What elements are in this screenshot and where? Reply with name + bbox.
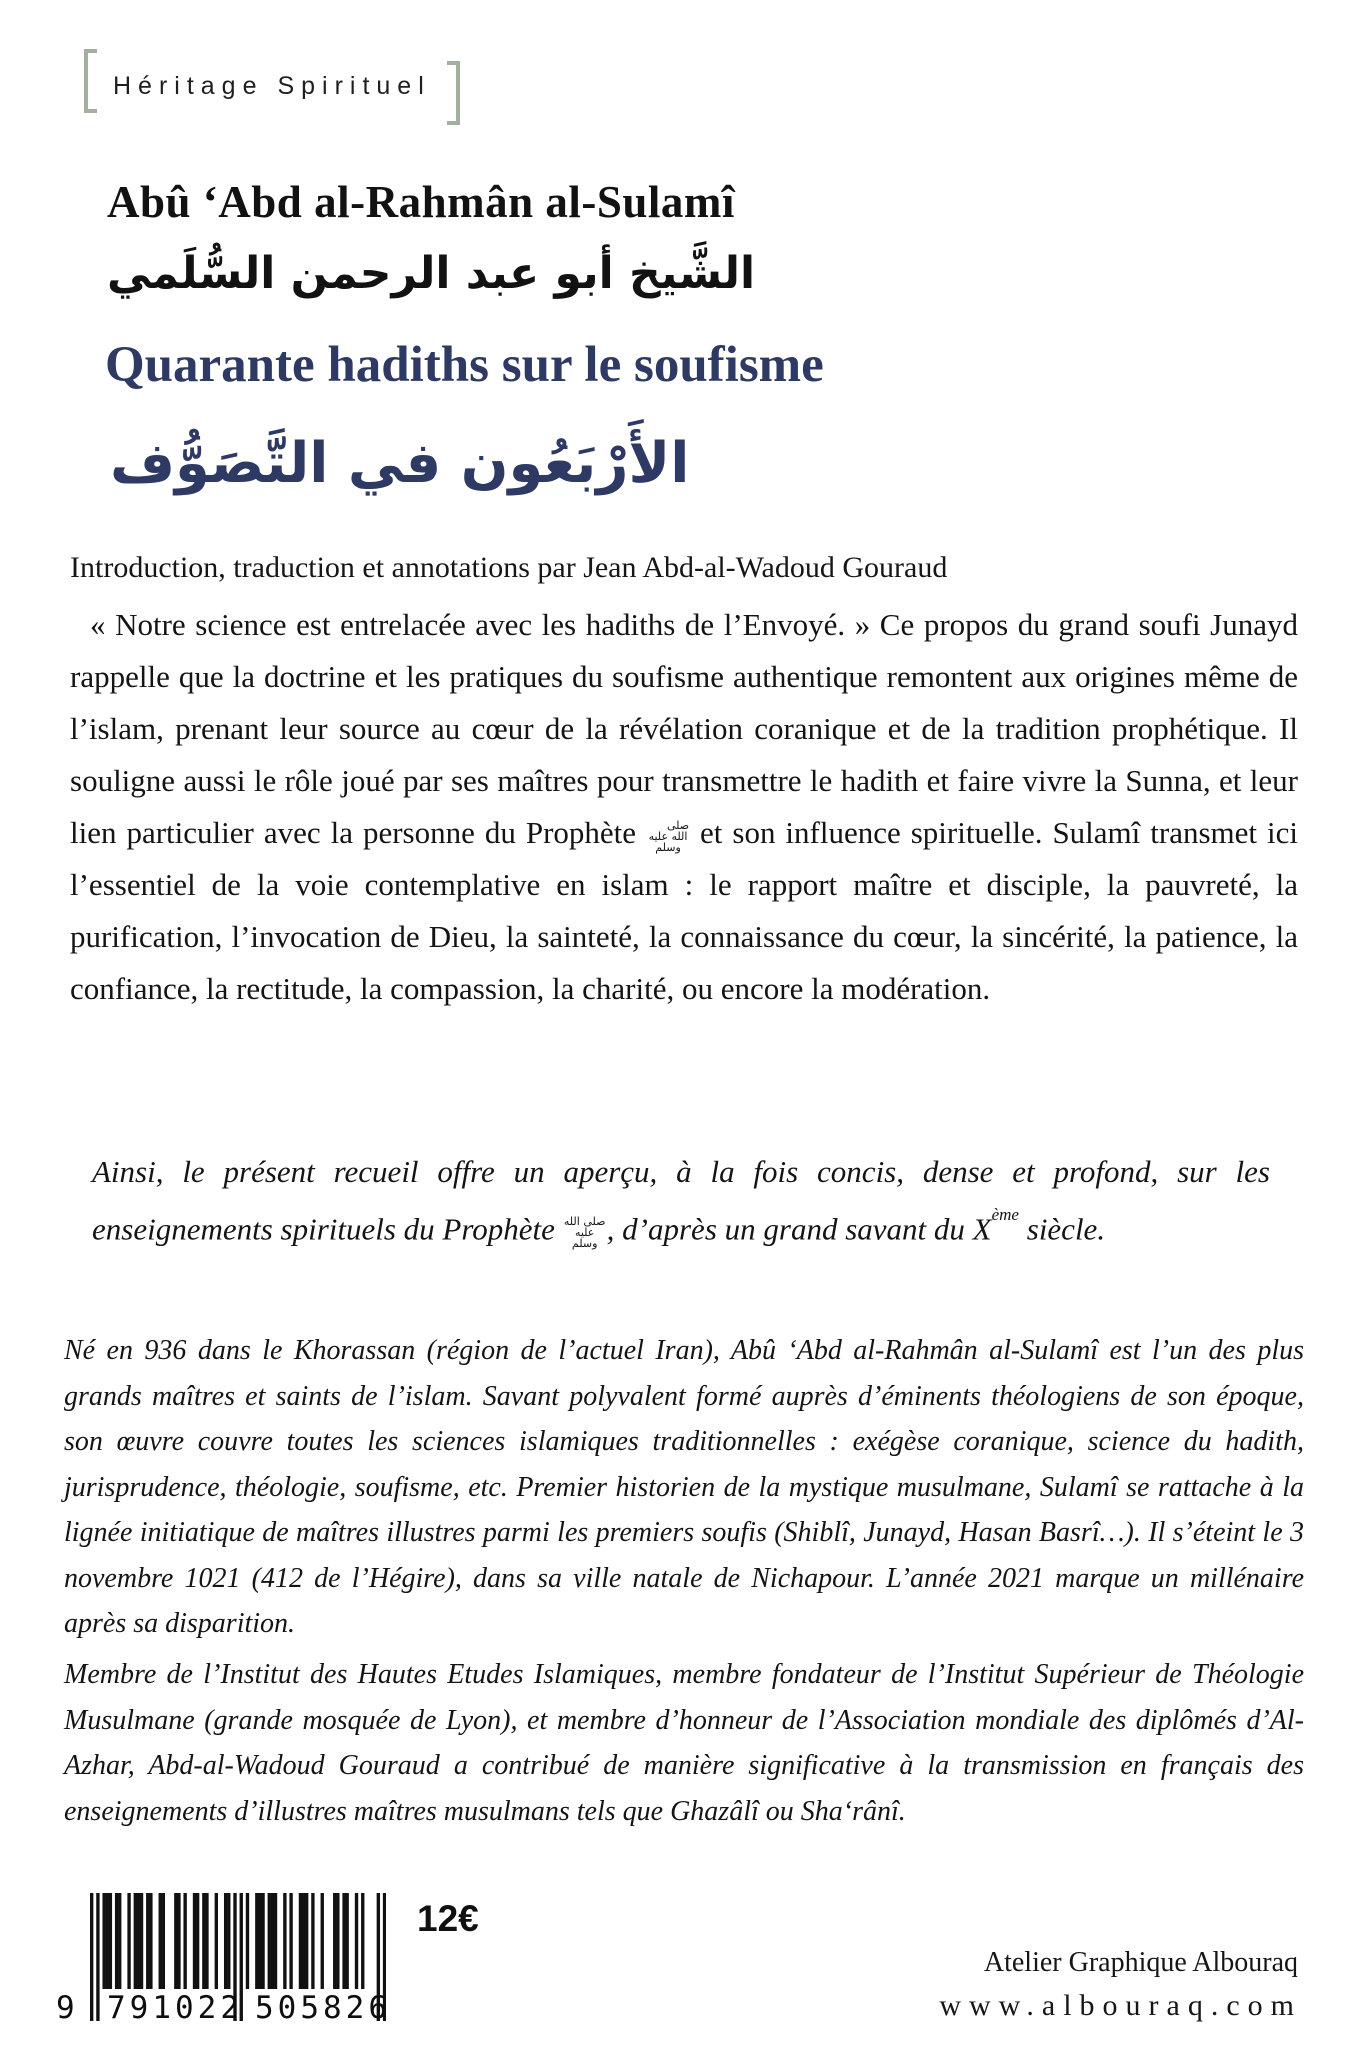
lead-text-2: , d’après un grand savant du X xyxy=(606,1211,992,1247)
author-name-latin: Abû ‘Abd al-Rahmân al-Sulamî xyxy=(107,177,735,227)
collection-label: Héritage Spirituel xyxy=(113,71,431,100)
left-bracket-icon xyxy=(84,49,97,113)
lead-text-3: siècle. xyxy=(1019,1211,1106,1247)
lead-text-1: Ainsi, le présent recueil offre un aperçu, à la fois concis, dense et profond, sur les enseignements spirituels du Prophète xyxy=(92,1154,1270,1247)
price-label: 12€ xyxy=(417,1898,479,1939)
synopsis-text-2: et son influence spirituelle. Sulamî transmet ici l’essentiel de la voie contemplative en islam : le rapport maître et disciple, la pauvreté, la purification, l’invocation de Dieu, la sainteté, la connaissance du cœur, la sincérité, la patience, la confiance, la rectitude, la compassion, la charité, ou encore la modération. xyxy=(70,815,1298,1006)
translator-biography-paragraph: Membre de l’Institut des Hautes Etudes Islamiques, membre fondateur de l’Institut Supérieur de Théologie Musulmane (grande mosquée de Lyon), et membre d’honneur de l’Association mondiale des diplômés d’Al-Azhar, Abd-al-Wadoud Gouraud a contribué de manière significative à la transmission en français des enseignements d’illustres maîtres musulmans tels que Ghazâlî ou Sha‘rânî. xyxy=(64,1659,1304,1827)
barcode-digit-group1: 791022 xyxy=(107,1990,243,2026)
author-biography-paragraph: Né en 936 dans le Khorassan (région de l’actuel Iran), Abû ‘Abd al-Rahmân al-Sulamî est l’un des plus grands maîtres et saints de l’islam. Savant polyvalent formé auprès d’éminents théologiens de son époque, son œuvre couvre toutes les sciences islamiques traditionnelles : exégèse coranique, science du hadith, jurisprudence, théologie, soufisme, etc. Premier historien de la mystique musulmane, Sulamî se rattache à la lignée initiatique de maîtres illustres parmi les premiers soufis (Shiblî, Junayd, Hasan Basrî…). Il s’éteint le 3 novembre 1021 (412 de l’Hégire), dans sa ville natale de Nichapour. L’année 2021 marque un millénaire après sa disparition. xyxy=(64,1335,1304,1639)
author-name-arabic: الشَّيخ أبو عبد الرحمن السُّلَمي xyxy=(107,248,756,299)
publisher-website: www.albouraq.com xyxy=(939,1989,1302,2022)
collection-badge xyxy=(84,54,460,118)
barcode xyxy=(56,1893,391,2043)
right-bracket-icon xyxy=(447,61,460,125)
book-title-french: Quarante hadiths sur le soufisme xyxy=(105,337,824,393)
synopsis-text-1: « Notre science est entrelacée avec les hadiths de l’Envoyé. » Ce propos du grand soufi Junayd rappelle que la doctrine et les pratiques du soufisme authentique remontent aux origines même de l’islam, prenant leur source au cœur de la révélation coranique et de la tradition prophétique. Il souligne aussi le rôle joué par ses maîtres pour transmettre le hadith et faire vivre la Sunna, et leur lien particulier avec la personne du Prophète xyxy=(70,607,1298,850)
book-title-arabic: الأَرْبَعُون في التَّصَوُّف xyxy=(110,431,690,496)
synopsis-paragraph xyxy=(70,599,1298,1015)
prophet-blessing-calligraphy-icon: صلى الله عليه وسلم xyxy=(648,819,690,854)
barcode-digit-group2: 505826 xyxy=(255,1990,391,2026)
lead-paragraph xyxy=(92,1146,1270,1254)
translator-credit: Introduction, traduction et annotations par Jean Abd-al-Wadoud Gouraud xyxy=(70,551,948,584)
barcode-digit-first: 9 xyxy=(56,1990,75,2026)
century-superscript: ème xyxy=(991,1205,1019,1225)
design-studio-credit: Atelier Graphique Albouraq xyxy=(983,1947,1298,1978)
prophet-blessing-calligraphy-icon: صلى الله عليه وسلم xyxy=(563,1215,606,1251)
